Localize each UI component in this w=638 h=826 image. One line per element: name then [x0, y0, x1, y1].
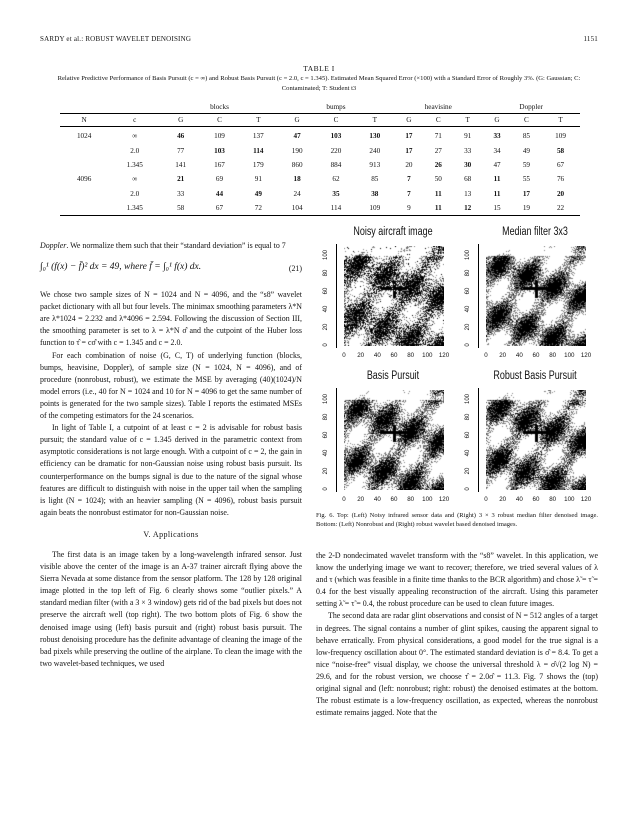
- table-column-header: C: [317, 114, 356, 127]
- paragraph-doppler: Doppler. We normalize them such that their “standard deviation” is equal to 7: [40, 241, 286, 250]
- basis-pursuit-panel: [316, 370, 456, 514]
- table-cell: 114: [253, 146, 264, 155]
- results-table: [60, 100, 580, 216]
- panel-title: Basis Pursuit: [366, 370, 420, 382]
- table-cell: 884: [330, 160, 342, 169]
- table-cell: 20: [556, 189, 565, 198]
- x-tick-label: 40: [515, 496, 523, 503]
- table-cell: 7: [407, 175, 411, 184]
- x-tick-label: 60: [390, 352, 398, 359]
- y-tick-label: 0: [323, 487, 329, 491]
- table-cell: 109: [555, 132, 566, 141]
- x-tick-label: 80: [549, 496, 557, 503]
- x-axis: [484, 494, 592, 508]
- table-column-header: G: [161, 114, 200, 127]
- panel-title: Robust Basis Pursuit: [493, 370, 577, 382]
- table-group-blocks: blocks: [161, 100, 277, 114]
- aircraft-image: [486, 390, 586, 490]
- x-tick-label: 60: [532, 352, 540, 359]
- table-caption-text: Relative Predictive Performance of Basis Pursuit (c = ∞) and Robust Basis Pursuit (c = 2.0, c = 1.345). Estimated Mean Squared Error (×100) with a Standard Error of Roughly 3%. (G: Gaussian; C: Contaminated; T: Student t3: [57, 75, 581, 92]
- table-row: [60, 158, 580, 172]
- table-row: [60, 143, 580, 157]
- table-cell-c: 2.0: [130, 189, 140, 198]
- y-tick-label: 0: [465, 343, 471, 347]
- y-axis: [323, 244, 337, 348]
- table-group-doppler: Doppler: [482, 100, 580, 114]
- median-filter-panel: [458, 226, 598, 370]
- table-cell: 7: [407, 189, 411, 198]
- table-cell: 21: [177, 175, 185, 184]
- paragraph-infrared: The first data is an image taken by a long-wavelength infrared sensor. Just visible above the center of the image is an A-37 trainer aircraft flying above the Sierra Nevada at some distance from the sensor platform. The 128 by 128 original image plotted in the top left of Fig. 6 clearly shows some “outlier pixels.” A standard median filter (with a 3 × 3 window) gets rid of the bad pixels but does not preserve the aircraft well (top right). The two bottom plots of Fig. 6 show the denoised image using (left) basis pursuit and (right) robust basis pursuit. The robust denoising procedure has the definite advantage of cleaning the image of the bad pixels while preserving the outline of the airplane. To clean the image with the two wavelet-based techniques, we used: [40, 549, 302, 668]
- table-cell: 35: [332, 189, 340, 198]
- table-cell: 18: [293, 175, 301, 184]
- table-cell: 913: [369, 160, 381, 169]
- table-cell: 9: [394, 201, 423, 216]
- table-group-bumps: bumps: [278, 100, 394, 114]
- table-cell: 24: [293, 189, 301, 198]
- x-tick-label: 0: [342, 496, 346, 503]
- table-cell: 91: [254, 175, 262, 184]
- table-cell-c: ∞: [132, 132, 138, 141]
- x-tick-label: 80: [407, 352, 415, 359]
- panel-title: Median filter 3x3: [502, 226, 568, 238]
- paragraph-table-discussion: In light of Table I, a cutpoint of at least c = 2 is advisable for robust basis pursuit; the standard value of c = 1.345 derived in the parametric context from asymptotic considerations is not large enough. With a cutpoint of c = 2, the gain in efficiency can be dramatic for non-Gaussian noise using robust basis pursuit. Its counterperformance on the bumps signal is due to the nature of the signal whose features are difficult to distinguish with noise in the upper tail when the sampling is light (N = 1024); with an heavier sampling (N = 4096), robust basis pursuit again beats the nonrobust estimator for non-Gaussian noise.: [40, 423, 302, 517]
- paragraph-sample-sizes: We chose two sample sizes of N = 1024 and N = 4096, and the “s8” wavelet packet dictionary with all but four levels. The minimax smoothing parameters λ*N are λ*1024 = 2.232 and λ*4096 = 2.594. Following the discussion of Section III, the smoothing parameter is set to λ = λ*N σ̂ and the cutpoint of the Huber loss function to τ̂ = cσ̂ with c = 1.345 and c = 2.0.: [40, 290, 302, 348]
- running-head-title: SARDY et al.: ROBUST WAVELET DENOISING: [40, 35, 192, 43]
- table-cell: 33: [464, 146, 472, 155]
- table-group-heavisine: heavisine: [394, 100, 482, 114]
- table-column-header: G: [482, 114, 511, 127]
- aircraft-image: [344, 390, 444, 490]
- table-cell: 38: [371, 189, 379, 198]
- table-cell: 220: [330, 146, 342, 155]
- table-cell: 103: [214, 146, 225, 155]
- y-tick-label: 60: [323, 287, 329, 295]
- table-cell: 19: [512, 201, 541, 216]
- table-cell: 67: [200, 201, 239, 216]
- table-cell: 68: [464, 175, 472, 184]
- table-cell-n: [60, 143, 108, 157]
- x-tick-label: 120: [580, 352, 592, 359]
- y-tick-label: 60: [465, 431, 471, 439]
- x-tick-label: 100: [564, 352, 575, 359]
- table-column-header: T: [239, 114, 278, 127]
- table-cell: 85: [522, 132, 530, 141]
- y-tick-label: 80: [465, 269, 471, 277]
- equation-body: ∫₀¹ (f(x) − f̄)² dx = 49, where f̄ = ∫₀¹ f(x) dx.: [40, 262, 202, 273]
- x-tick-label: 0: [484, 496, 488, 503]
- table-cell: 67: [556, 160, 565, 169]
- table-cell: 17: [522, 189, 530, 198]
- table-cell: 190: [291, 146, 303, 155]
- table-cell: 71: [434, 132, 442, 141]
- table-column-header: G: [278, 114, 317, 127]
- y-tick-label: 20: [323, 323, 329, 331]
- table-group-spacer: [60, 100, 108, 114]
- table-caption: [40, 64, 598, 94]
- y-tick-label: 20: [465, 323, 471, 331]
- table-cell: 49: [254, 189, 262, 198]
- right-text-column: [316, 550, 598, 719]
- table-column-header: G: [394, 114, 423, 127]
- table-cell: 109: [214, 132, 225, 141]
- equation-number: (21): [288, 264, 302, 274]
- y-tick-label: 40: [465, 305, 471, 313]
- y-tick-label: 100: [465, 394, 471, 405]
- table-cell: 30: [464, 160, 472, 169]
- table-cell: 22: [541, 201, 580, 216]
- table-cell: 109: [355, 201, 394, 216]
- table-cell: 137: [252, 132, 264, 141]
- paragraph-nondecimated: the 2-D nondecimated wavelet transform with the “s8” wavelet. In this application, we know the underlying image we want to recover; therefore, we tried several values of λ and τ (which was feasible in a finite time thanks to the BCR algorithm) and chose λ̃ = τ̃ = 0.4 for the best visually appealing reconstruction of the aircraft. Using this parameter setting λ̃ = τ̃ = 0.4, the robust procedure can be used to clean future images.: [316, 551, 598, 609]
- x-tick-label: 20: [357, 352, 365, 359]
- aircraft-image: [344, 246, 444, 346]
- table-group-spacer: [108, 100, 161, 114]
- running-head: [40, 35, 598, 47]
- table-column-header: T: [453, 114, 482, 127]
- table-column-header: C: [512, 114, 541, 127]
- table-group-row: [60, 100, 580, 114]
- table-cell-n: [60, 158, 108, 172]
- x-axis: [484, 350, 592, 364]
- table-header-row: [60, 114, 580, 127]
- table-cell: 58: [161, 201, 200, 216]
- x-tick-label: 60: [390, 496, 398, 503]
- table-cell: 11: [434, 189, 442, 198]
- figure-6: [316, 226, 598, 514]
- x-tick-label: 40: [373, 496, 381, 503]
- table-cell: 860: [291, 160, 303, 169]
- table-cell: 47: [493, 160, 501, 169]
- table-cell: 44: [215, 189, 224, 198]
- y-tick-label: 100: [465, 250, 471, 261]
- y-tick-label: 0: [465, 487, 471, 491]
- table-cell-c: 1.345: [126, 160, 143, 169]
- table-cell: 17: [405, 132, 413, 141]
- y-tick-label: 100: [323, 394, 329, 405]
- x-tick-label: 40: [515, 352, 523, 359]
- y-axis: [465, 244, 479, 348]
- table-cell: 58: [556, 146, 565, 155]
- table-cell: 13: [464, 189, 472, 198]
- x-tick-label: 0: [342, 352, 346, 359]
- table-row: [60, 187, 580, 201]
- table-cell: 11: [493, 175, 501, 184]
- y-tick-label: 80: [323, 413, 329, 421]
- table-number: TABLE I: [303, 64, 335, 73]
- table-cell: 69: [215, 175, 224, 184]
- table-cell: 114: [317, 201, 356, 216]
- y-tick-label: 20: [323, 467, 329, 475]
- noisy-aircraft-panel: [316, 226, 456, 370]
- table-cell: 20: [405, 160, 413, 169]
- y-tick-label: 40: [323, 305, 329, 313]
- table-row: [60, 172, 580, 186]
- table-cell: 141: [175, 160, 187, 169]
- x-tick-label: 0: [484, 352, 488, 359]
- table-column-header: T: [355, 114, 394, 127]
- y-tick-label: 40: [465, 449, 471, 457]
- y-tick-label: 80: [323, 269, 329, 277]
- x-tick-label: 100: [422, 496, 433, 503]
- x-tick-label: 80: [407, 496, 415, 503]
- table-cell: 76: [556, 175, 565, 184]
- x-tick-label: 20: [499, 496, 507, 503]
- table-cell: 59: [522, 160, 530, 169]
- table-cell: 15: [482, 201, 511, 216]
- y-axis: [323, 388, 337, 492]
- paragraph-radar-glint: The second data are radar glint observations and consist of N = 512 angles of a target in degrees. The signal contains a number of glint spikes, causing the apparent signal to behave erratically. From physical considerations, a good model for the true signal is a low-frequency oscillation about 0°. The estimated standard deviation is σ̂ = 8.4. To get a nice “noise-free” visual display, we choose the universal threshold λ = σ̂√(2 log N) = 29.6, and for the robust version, we choose τ̂ = 2.0σ̂ = 11.3. Fig. 7 shows the (top) original signal and (left: nonrobust; right: robust) the denoised estimates at the bottom. The robust estimate is a low-frequency oscillation, as expected, whereas the nonrobust estimate remains jagged. Note that the: [316, 611, 598, 718]
- y-tick-label: 20: [465, 467, 471, 475]
- x-tick-label: 60: [532, 496, 540, 503]
- table-cell-c: 1.345: [108, 201, 161, 216]
- table-cell-n: [60, 187, 108, 201]
- table-cell: 27: [434, 146, 442, 155]
- x-tick-label: 20: [357, 496, 365, 503]
- table-cell: 77: [177, 146, 185, 155]
- table-column-header: C: [200, 114, 239, 127]
- table-cell: 11: [424, 201, 453, 216]
- table-cell-c: 2.0: [130, 146, 140, 155]
- table-cell-n: [60, 201, 108, 216]
- table-cell: 104: [278, 201, 317, 216]
- table-cell: 33: [177, 189, 185, 198]
- table-cell: 34: [493, 146, 501, 155]
- table-cell-c: ∞: [132, 175, 138, 184]
- table-cell: 55: [522, 175, 530, 184]
- table-cell: 167: [214, 160, 225, 169]
- section-heading-applications: V. Applications: [143, 529, 199, 539]
- table-cell: 62: [332, 175, 340, 184]
- aircraft-image: [486, 246, 586, 346]
- table-cell: 26: [434, 160, 442, 169]
- panel-title: Noisy aircraft image: [353, 226, 433, 238]
- table-cell: 17: [405, 146, 413, 155]
- x-tick-label: 100: [564, 496, 575, 503]
- table-cell: 11: [493, 189, 501, 198]
- table-cell: 47: [293, 132, 301, 141]
- x-tick-label: 100: [422, 352, 433, 359]
- table-cell: 46: [177, 132, 185, 141]
- x-axis: [342, 350, 450, 364]
- table-column-header: T: [541, 114, 580, 127]
- table-cell-n: 4096: [76, 175, 92, 184]
- paragraph-combinations: For each combination of noise (G, C, T) of underlying function (blocks, bumps, heavisine, Doppler), of sample size (N = 1024, N = 4096), and of procedure (nonrobust, robust), we estimate the MSE by averaging (40)(1024)/N model errors (i.e., 40 for N = 1024 and 10 for N = 4096 to get the same number of points is generated for the two sample sizes). Table I reports the estimated MSEs of the competing estimators for the 24 scenarios.: [40, 350, 302, 421]
- table-cell: 72: [239, 201, 278, 216]
- x-axis: [342, 494, 450, 508]
- figure-6-caption: Fig. 6. Top: (Left) Noisy infrared sensor data and (Right) 3 × 3 robust median filter denoised image. Bottom: (Left) Nonrobust and (Right) robust wavelet based denoised images.: [316, 512, 598, 528]
- y-tick-label: 80: [465, 413, 471, 421]
- table-row: [60, 201, 580, 216]
- y-tick-label: 100: [323, 250, 329, 261]
- y-tick-label: 60: [465, 287, 471, 295]
- page-number: 1151: [583, 35, 598, 43]
- table-cell: 103: [330, 132, 342, 141]
- table-cell: 91: [464, 132, 472, 141]
- table-cell: 49: [522, 146, 530, 155]
- x-tick-label: 120: [580, 496, 592, 503]
- y-tick-label: 60: [323, 431, 329, 439]
- table-cell: 130: [369, 132, 381, 141]
- x-tick-label: 80: [549, 352, 557, 359]
- x-tick-label: 40: [373, 352, 381, 359]
- x-tick-label: 120: [438, 496, 450, 503]
- y-tick-label: 0: [323, 343, 329, 347]
- table-cell: 85: [371, 175, 379, 184]
- table-cell: 33: [493, 132, 501, 141]
- table-cell: 240: [369, 146, 381, 155]
- table-cell: 12: [453, 201, 482, 216]
- table-column-header: C: [424, 114, 453, 127]
- table-cell: 50: [434, 175, 442, 184]
- equation-21: [40, 255, 302, 285]
- x-tick-label: 20: [499, 352, 507, 359]
- table-row: [60, 127, 580, 144]
- table-cell: 179: [252, 160, 264, 169]
- table-cell-n: 1024: [76, 132, 92, 141]
- y-tick-label: 40: [323, 449, 329, 457]
- left-text-column: [40, 240, 302, 670]
- table-column-header: c: [108, 114, 161, 127]
- y-axis: [465, 388, 479, 492]
- x-tick-label: 120: [438, 352, 450, 359]
- table-column-header: N: [60, 114, 108, 127]
- robust-basis-pursuit-panel: [458, 370, 598, 514]
